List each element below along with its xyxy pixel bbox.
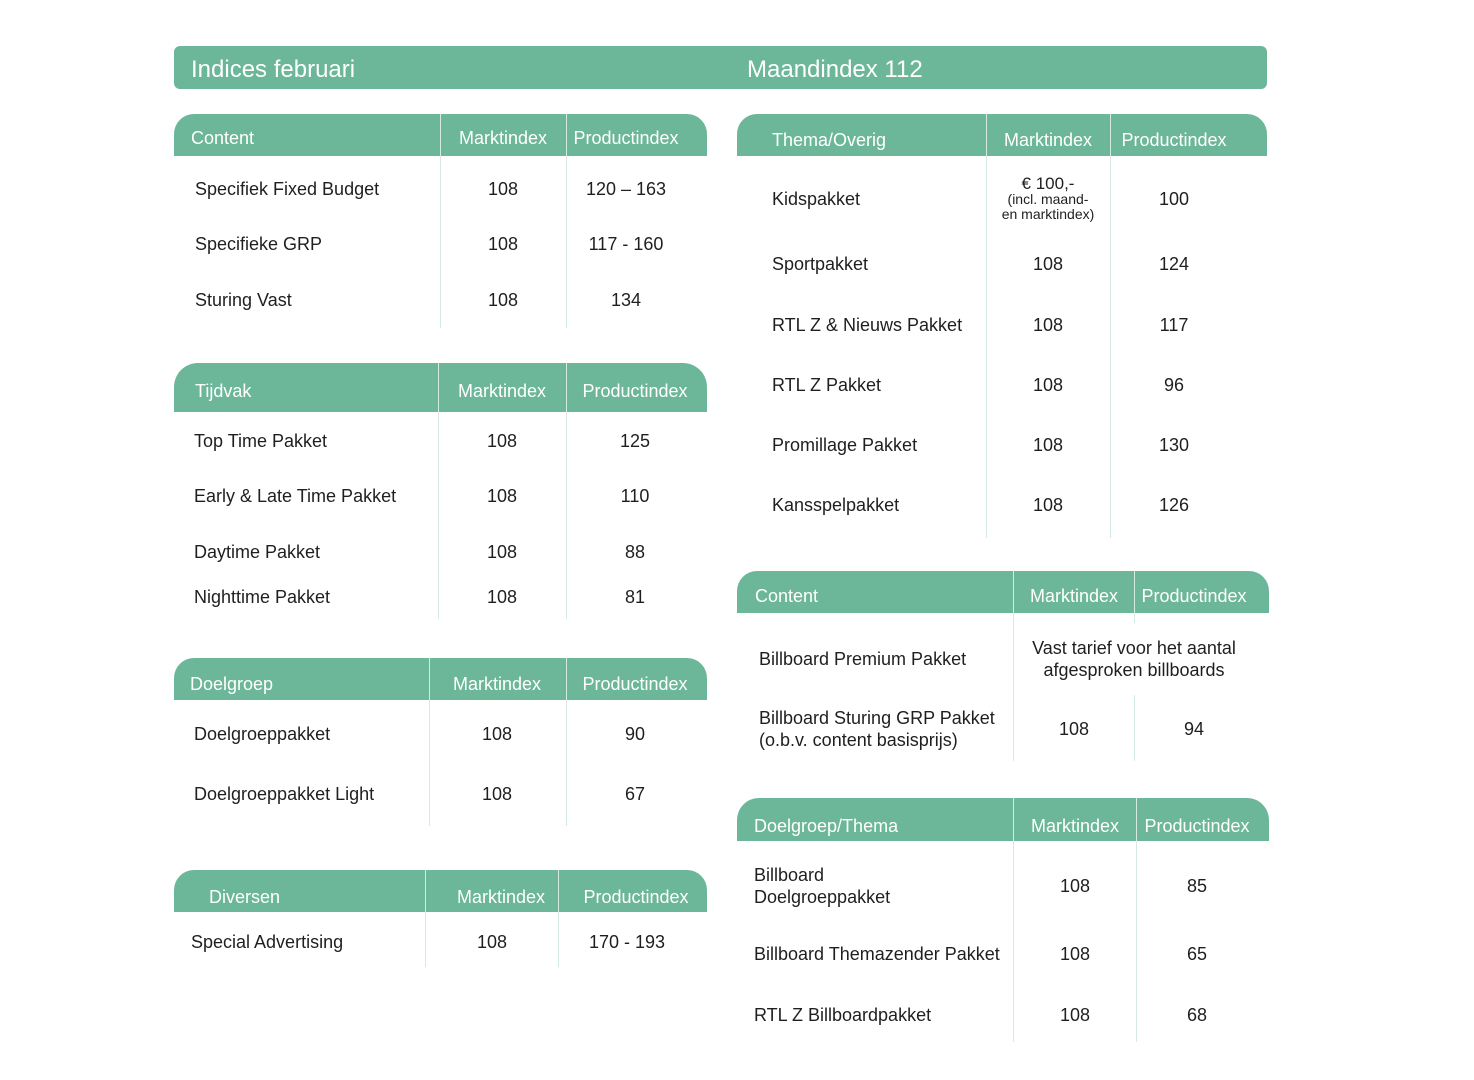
table-row-product: 117	[1159, 315, 1189, 335]
table-row-label: Promillage Pakket	[772, 435, 918, 455]
table-row-market: 108	[486, 486, 518, 506]
divider	[1134, 571, 1135, 623]
table-row-label: Billboard Sturing GRP Pakket	[759, 708, 995, 728]
table-row-label: Doelgroeppakket Light	[194, 784, 375, 804]
kids-price: € 100,-	[1021, 174, 1075, 193]
divider	[429, 658, 430, 826]
table-row-label: Billboard Premium Pakket	[759, 649, 967, 669]
table-row-product: 110	[620, 486, 650, 506]
table-row-label: Specifiek Fixed Budget	[195, 179, 380, 199]
table-row-product: 68	[1186, 1005, 1208, 1025]
content-left-market-header: Marktindex	[458, 128, 548, 148]
table-row-market: 108	[1058, 719, 1090, 739]
table-row-label: (o.b.v. content basisprijs)	[759, 730, 958, 750]
table-row-label: RTL Z Pakket	[772, 375, 882, 395]
divider	[1013, 571, 1014, 761]
table-row-product: 130	[1158, 435, 1190, 455]
table-row-label: Kansspelpakket	[772, 495, 900, 515]
kids-price-note: (incl. maand-	[1007, 191, 1089, 207]
table-row-market: 108	[486, 431, 518, 451]
divider	[566, 658, 567, 826]
table-row-market: 108	[476, 932, 508, 952]
table-row-product: 96	[1163, 375, 1185, 395]
table-row-market: 108	[481, 784, 513, 804]
doelgroep-thema-title: Doelgroep/Thema	[754, 816, 899, 836]
table-row-product: 170 - 193	[588, 932, 666, 952]
divider	[1110, 114, 1111, 538]
table-row-label: Billboard Themazender Pakket	[754, 944, 1000, 964]
table-row-product: 126	[1158, 495, 1190, 515]
kids-price-note: en marktindex)	[1001, 206, 1095, 222]
table-row-market: 108	[1032, 495, 1064, 515]
table-row-market: 108	[487, 290, 519, 310]
thema-market-header: Marktindex	[1003, 130, 1093, 150]
table-row-product: 67	[624, 784, 646, 804]
table-row-market: 108	[1032, 315, 1064, 335]
table-row-label: RTL Z Billboardpakket	[754, 1005, 932, 1025]
table-row-market: 108	[1032, 375, 1064, 395]
doelgroep-thema-market-header: Marktindex	[1030, 816, 1120, 836]
table-row-product: 85	[1186, 876, 1208, 896]
table-row-market: 108	[1032, 254, 1064, 274]
divider	[986, 114, 987, 538]
content-left-product-header: Productindex	[573, 128, 679, 148]
content-right-product-header: Productindex	[1141, 586, 1247, 606]
table-row-label: Kidspakket	[772, 189, 861, 209]
banner-right-title: Maandindex 112	[747, 56, 923, 83]
content-right-market-header: Marktindex	[1029, 586, 1119, 606]
diversen-product-header: Productindex	[583, 887, 689, 907]
table-row-label: RTL Z & Nieuws Pakket	[772, 315, 963, 335]
table-row-label: Special Advertising	[191, 932, 344, 952]
thema-product-header: Productindex	[1121, 130, 1227, 150]
table-row-market: 108	[1059, 876, 1091, 896]
table-row-product: 120 – 163	[585, 179, 667, 199]
table-row-label: Doelgroeppakket	[194, 724, 331, 744]
table-row-label: Sportpakket	[772, 254, 869, 274]
tijdvak-product-header: Productindex	[582, 381, 688, 401]
table-row-product: 94	[1183, 719, 1205, 739]
table-row-market: 108	[487, 234, 519, 254]
table-row-product: 90	[624, 724, 646, 744]
table-row-market: 108	[1059, 944, 1091, 964]
table-row-label: Sturing Vast	[195, 290, 292, 310]
table-row-market: 108	[486, 542, 518, 562]
diversen-market-header: Marktindex	[456, 887, 546, 907]
divider	[438, 363, 439, 619]
premium-note: Vast tarief voor het aantal	[1032, 638, 1236, 658]
table-row-label: Daytime Pakket	[194, 542, 321, 562]
table-row-label: Doelgroeppakket	[754, 887, 891, 907]
divider	[1013, 798, 1014, 1042]
divider	[425, 870, 426, 967]
premium-note: afgesproken billboards	[1043, 660, 1225, 680]
table-row-product: 125	[619, 431, 651, 451]
diversen-title: Diversen	[209, 887, 281, 907]
divider	[566, 363, 567, 619]
table-row-market: 108	[481, 724, 513, 744]
table-row-product: 117 - 160	[588, 234, 664, 254]
table-row-market: 108	[486, 587, 518, 607]
tijdvak-market-header: Marktindex	[457, 381, 547, 401]
table-row-market: 108	[1032, 435, 1064, 455]
table-row-product: 88	[624, 542, 646, 562]
tijdvak-title: Tijdvak	[195, 381, 252, 401]
doelgroep-thema-product-header: Productindex	[1144, 816, 1250, 836]
content-right-title: Content	[755, 586, 819, 606]
table-row-product: 134	[610, 290, 642, 310]
divider	[440, 114, 441, 328]
table-row-product: 81	[624, 587, 646, 607]
divider	[566, 114, 567, 328]
table-row-label: Specifieke GRP	[195, 234, 323, 254]
table-row-label: Early & Late Time Pakket	[194, 486, 397, 506]
table-row-product: 100	[1158, 189, 1190, 209]
table-row-label: Top Time Pakket	[194, 431, 328, 451]
table-row-label: Billboard	[754, 865, 825, 885]
thema-title: Thema/Overig	[772, 130, 887, 150]
divider	[1134, 695, 1135, 761]
divider	[1136, 798, 1137, 1042]
banner-left-title: Indices februari	[191, 56, 356, 83]
content-left-title: Content	[191, 128, 255, 148]
doelgroep-market-header: Marktindex	[452, 674, 542, 694]
table-row-label: Nighttime Pakket	[194, 587, 331, 607]
table-row-market: 108	[487, 179, 519, 199]
doelgroep-product-header: Productindex	[582, 674, 688, 694]
table-row-product: 124	[1158, 254, 1190, 274]
table-row-market: 108	[1059, 1005, 1091, 1025]
divider	[558, 870, 559, 967]
table-row-product: 65	[1186, 944, 1208, 964]
doelgroep-title: Doelgroep	[190, 674, 274, 694]
